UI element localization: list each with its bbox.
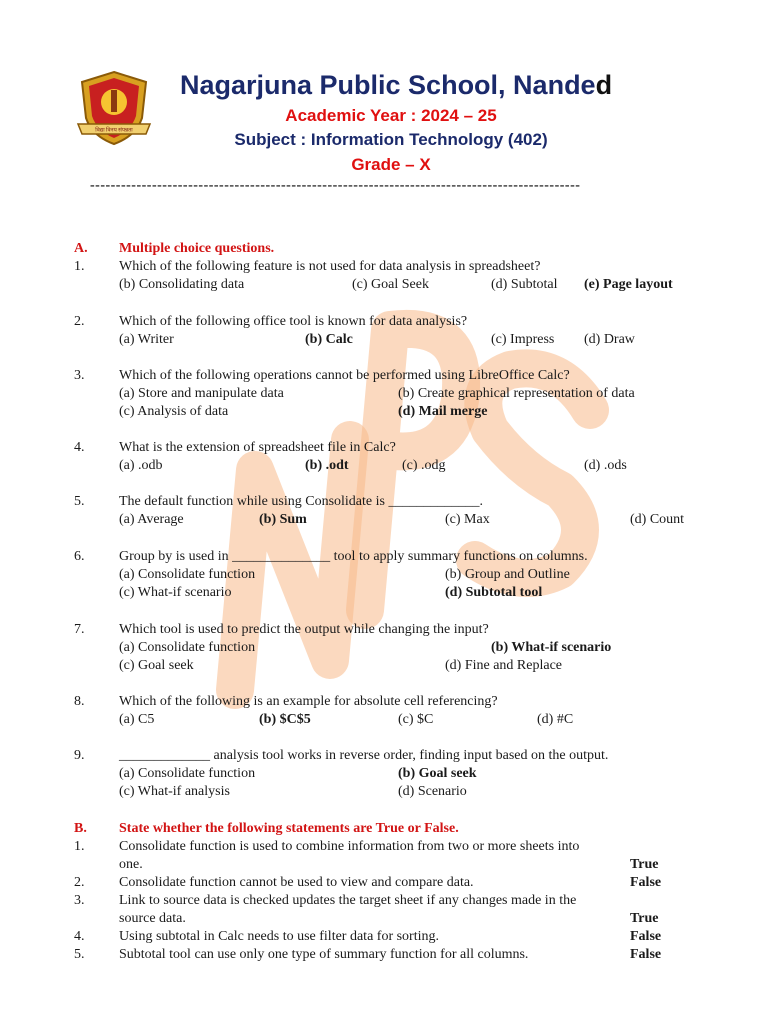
- statement-text: Link to source data is checked updates the target sheet if any changes made in the: [119, 893, 577, 908]
- correct-option: (e) Page layout: [584, 277, 673, 292]
- option: (d) Draw: [584, 332, 635, 347]
- question-number: 5.: [74, 494, 85, 509]
- option: (a) .odb: [119, 458, 163, 473]
- correct-option: (b) $C$5: [259, 712, 311, 727]
- option: (c) What-if scenario: [119, 585, 232, 600]
- section-a-title: Multiple choice questions.: [119, 241, 275, 256]
- statement-answer: True: [630, 857, 659, 872]
- question-number: 6.: [74, 549, 85, 564]
- option: (a) Consolidate function: [119, 567, 256, 582]
- question-text: What is the extension of spreadsheet file in Calc?: [119, 440, 396, 455]
- statement-number: 1.: [74, 839, 85, 854]
- question-text: Which tool is used to predict the output while changing the input?: [119, 622, 489, 637]
- question-number: 1.: [74, 259, 85, 274]
- statement-answer: False: [630, 929, 662, 944]
- option: (a) Consolidate function: [119, 766, 256, 781]
- option: (a) Average: [119, 512, 184, 527]
- correct-option: (b) Sum: [259, 512, 307, 527]
- correct-option: (d) Subtotal tool: [445, 585, 543, 600]
- option: (b) Group and Outline: [445, 567, 570, 582]
- question-text: _____________ analysis tool works in reverse order, finding input based on the output.: [119, 748, 609, 763]
- question-text: Group by is used in ______________ tool to apply summary functions on columns.: [119, 549, 588, 564]
- correct-option: (b) Goal seek: [398, 766, 477, 781]
- statement-number: 2.: [74, 875, 85, 890]
- header-divider: -----------------------------------------------------------------------------------------------: [90, 178, 581, 193]
- correct-option: (b) Calc: [305, 332, 353, 347]
- statement-text: Consolidate function is used to combine information from two or more sheets into: [119, 839, 580, 854]
- statement-text: Using subtotal in Calc needs to use filter data for sorting.: [119, 929, 439, 944]
- option: (b) Consolidating data: [119, 277, 245, 292]
- statement-answer: False: [630, 947, 662, 962]
- option: (c) What-if analysis: [119, 784, 230, 799]
- statement-answer: True: [630, 911, 659, 926]
- option: (c) Impress: [491, 332, 555, 347]
- statement-text-cont: source data.: [119, 911, 186, 926]
- question-text: Which of the following is an example for absolute cell referencing?: [119, 694, 498, 709]
- option: (a) C5: [119, 712, 155, 727]
- option: (b) Create graphical representation of data: [398, 386, 635, 401]
- question-text: Which of the following operations cannot be performed using LibreOffice Calc?: [119, 368, 570, 383]
- question-number: 2.: [74, 314, 85, 329]
- option: (d) #C: [537, 712, 574, 727]
- statement-answer: False: [630, 875, 662, 890]
- question-text: Which of the following office tool is known for data analysis?: [119, 314, 468, 329]
- statement-number: 5.: [74, 947, 85, 962]
- option: (d) Scenario: [398, 784, 467, 799]
- school-name: Nagarjuna Public School, Nanded: [180, 70, 613, 100]
- statement-number: 3.: [74, 893, 85, 908]
- question-number: 8.: [74, 694, 85, 709]
- academic-year: Academic Year : 2024 – 25: [285, 106, 497, 125]
- option: (d) Subtotal: [491, 277, 558, 292]
- option: (d) .ods: [584, 458, 627, 473]
- option: (c) Analysis of data: [119, 404, 229, 419]
- option: (a) Consolidate function: [119, 640, 256, 655]
- question-number: 3.: [74, 368, 85, 383]
- statement-text: Subtotal tool can use only one type of summary function for all columns.: [119, 947, 529, 962]
- correct-option: (b) What-if scenario: [491, 640, 612, 655]
- option: (a) Store and manipulate data: [119, 386, 284, 401]
- question-text: Which of the following feature is not used for data analysis in spreadsheet?: [119, 259, 541, 274]
- option: (d) Fine and Replace: [445, 658, 563, 673]
- option: (c) $C: [398, 712, 434, 727]
- question-number: 4.: [74, 440, 85, 455]
- question-number: 9.: [74, 748, 85, 763]
- section-b-title: State whether the following statements are True or False.: [119, 821, 459, 836]
- option: (d) Count: [630, 512, 685, 527]
- question-number: 7.: [74, 622, 85, 637]
- option: (c) Goal Seek: [352, 277, 429, 292]
- logo-motto: विद्या विनय संपन्नता: [95, 127, 133, 134]
- option: (a) Writer: [119, 332, 174, 347]
- section-a-letter: A.: [74, 241, 88, 256]
- correct-option: (b) .odt: [305, 458, 349, 473]
- correct-option: (d) Mail merge: [398, 404, 488, 419]
- subject-title: Subject : Information Technology (402): [234, 130, 548, 149]
- statement-number: 4.: [74, 929, 85, 944]
- statement-text-cont: one.: [119, 857, 143, 872]
- option: (c) .odg: [402, 458, 446, 473]
- statement-text: Consolidate function cannot be used to view and compare data.: [119, 875, 474, 890]
- question-text: The default function while using Consolidate is _____________.: [119, 494, 483, 509]
- grade-label: Grade – X: [351, 155, 431, 174]
- option: (c) Goal seek: [119, 658, 194, 673]
- section-b-letter: B.: [74, 821, 87, 836]
- option: (c) Max: [445, 512, 490, 527]
